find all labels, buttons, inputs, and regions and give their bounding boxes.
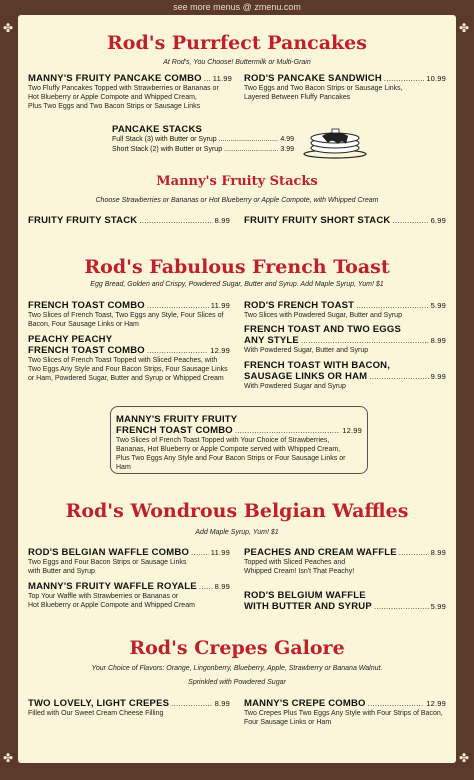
item-price: 4.99 [280, 136, 294, 143]
item-price: 10.99 [426, 74, 446, 83]
item-desc: Top Your Waffle with Strawberries or Bananas or [28, 593, 179, 600]
item-desc: or Ham, Powdered Sugar, Butter and Syrup or Whipped Cream [28, 375, 224, 382]
menu-item [244, 73, 446, 102]
item-desc: Two Eggs and Two Bacon Strips or Sausage Links, [244, 85, 403, 92]
waffles-subtitle: Add Maple Syrup, Yum! $1 [195, 529, 279, 536]
item-name: SAUSAGE LINKS OR HAM [244, 371, 368, 382]
crepes-subtitle-2: Sprinkled with Powdered Sugar [188, 679, 286, 686]
item-price: 12.99 [426, 699, 446, 708]
source-banner: see more menus @ zmenu.com [173, 2, 301, 12]
item-price: 6.99 [430, 216, 446, 225]
item-option: Short Stack (2) with Butter or Syrup [112, 146, 223, 153]
item-desc: Whipped Cream! Isn't That Peachy! [244, 568, 355, 575]
item-desc: Bananas, Hot Blueberry or Apple Compote served with Whipped Cream, [116, 446, 341, 453]
corner-ornament-icon: ✤ [3, 21, 14, 35]
item-name: FRUITY FRUITY STACK [28, 215, 138, 226]
item-name: MANNY'S FRUITY PANCAKE COMBO [28, 73, 202, 84]
item-desc: Two Crepes Plus Two Eggs Any Style with Four Strips of Bacon, [244, 710, 443, 717]
item-desc: Filled with Our Sweet Cream Cheese Filling [28, 710, 164, 717]
item-name: ROD'S PANCAKE SANDWICH [244, 73, 382, 84]
item-desc: with Butter and Syrup [28, 568, 95, 575]
item-desc: Hot Blueberry or Apple Compote and Whipped Cream, [28, 94, 197, 101]
item-name: WITH BUTTER AND SYRUP [244, 601, 372, 612]
menu-item [244, 360, 446, 391]
crepes-subtitle: Your Choice of Flavors: Orange, Lingonberry, Blueberry, Apple, Strawberry or Banana Walnut. [91, 665, 383, 672]
menu-item [116, 414, 362, 472]
menu-item [244, 300, 446, 320]
menu-item [28, 334, 230, 383]
item-name: ANY STYLE [244, 335, 299, 346]
menu-item [244, 215, 446, 226]
item-price: 3.99 [280, 146, 294, 153]
item-price: 5.99 [430, 602, 446, 611]
item-price: 5.99 [430, 301, 446, 310]
item-desc: Topped with Sliced Peaches and [244, 559, 346, 566]
item-name: FRUITY FRUITY SHORT STACK [244, 215, 391, 226]
item-price: 11.99 [210, 548, 230, 557]
item-price: 9.99 [430, 372, 446, 381]
toast-title: Rod's Fabulous French Toast [84, 256, 390, 278]
fruity-subtitle: Choose Strawberries or Bananas or Hot Blueberry or Apple Compote, with Whipped Cream [95, 197, 379, 204]
item-name: MANNY'S FRUITY FRUITY [116, 414, 238, 425]
menu-item [28, 581, 230, 610]
item-name: FRENCH TOAST AND TWO EGGS [244, 324, 401, 335]
toast-subtitle: Egg Bread, Golden and Crispy, Powdered Sugar, Butter and Syrup. Add Maple Syrup, Yum! $1 [90, 281, 384, 288]
item-desc: With Powdered Sugar and Syrup [244, 383, 346, 390]
item-desc: Plus Two Eggs and Two Bacon Strips or Sausage Links [28, 103, 201, 110]
item-desc: Two Fluffy Pancakes Topped with Strawberries or Bananas or [28, 85, 219, 92]
item-name: FRENCH TOAST COMBO [116, 425, 233, 436]
menu-item [28, 73, 232, 111]
menu-item [244, 324, 446, 355]
item-price: 12.99 [342, 426, 362, 435]
menu-item [28, 300, 230, 329]
pancakes-title: Rod's Purrfect Pancakes [107, 32, 367, 54]
item-desc: Bacon, Four Sausage Links or Ham [28, 321, 139, 328]
pancake-stack-icon [302, 124, 368, 160]
item-desc: Layered Between Fluffy Pancakes [244, 94, 351, 101]
item-desc: With Powdered Sugar, Butter and Syrup [244, 347, 369, 354]
item-price: 8.99 [214, 582, 230, 591]
crepes-title: Rod's Crepes Galore [129, 637, 345, 659]
item-name: PEACHY PEACHY [28, 334, 113, 345]
item-price: 8.99 [430, 336, 446, 345]
pancakes-subtitle: At Rod's, You Choose! Buttermilk or Multi-Grain [163, 59, 311, 66]
item-name: FRENCH TOAST COMBO [28, 345, 145, 356]
menu-item [28, 215, 230, 226]
item-desc: Hot Blueberry or Apple Compote and Whipped Cream [28, 602, 195, 609]
corner-ornament-icon: ✤ [459, 21, 470, 35]
item-name: ROD'S BELGIAN WAFFLE COMBO [28, 547, 190, 558]
item-name: ROD'S BELGIUM WAFFLE [244, 590, 366, 601]
item-name: FRENCH TOAST WITH BACON, [244, 360, 391, 371]
item-name: TWO LOVELY, LIGHT CREPES [28, 698, 170, 709]
menu-item [244, 698, 446, 727]
item-name: ROD'S FRENCH TOAST [244, 300, 355, 311]
item-name: MANNY'S CREPE COMBO [244, 698, 366, 709]
item-desc: Two Eggs and Four Bacon Strips or Sausage Links [28, 559, 187, 566]
item-desc: Two Eggs Any Style and Four Bacon Strips, Four Sausage Links [28, 366, 228, 373]
item-option: Full Stack (3) with Butter or Syrup [112, 136, 217, 143]
item-name: MANNY'S FRUITY WAFFLE ROYALE [28, 581, 197, 592]
item-name: PANCAKE STACKS [112, 124, 203, 135]
item-desc: Two Slices of French Toast Topped with Your Choice of Strawberries, [116, 437, 330, 444]
corner-ornament-icon: ✤ [459, 751, 470, 765]
menu-item [28, 698, 230, 718]
waffles-title: Rod's Wondrous Belgian Waffles [65, 500, 409, 522]
corner-ornament-icon: ✤ [3, 751, 14, 765]
menu-item [112, 124, 294, 155]
item-name: FRENCH TOAST COMBO [28, 300, 145, 311]
item-price: 8.99 [214, 216, 230, 225]
item-price: 12.99 [210, 346, 230, 355]
item-price: 11.99 [210, 301, 230, 310]
item-desc: Two Slices of French Toast, Two Eggs any Style, Four Slices of [28, 312, 224, 319]
item-price: 11.99 [212, 74, 232, 83]
item-desc: Two Slices with Powdered Sugar, Butter and Syrup [244, 312, 402, 319]
item-name: PEACHES AND CREAM WAFFLE [244, 547, 397, 558]
item-desc: Four Sausage Links or Ham [244, 719, 332, 726]
item-price: 8.99 [214, 699, 230, 708]
menu-item [28, 547, 230, 576]
item-desc: Two Slices of French Toast Topped with Sliced Peaches, with [28, 357, 218, 364]
menu-item [244, 590, 446, 612]
item-price: 8.99 [430, 548, 446, 557]
item-desc: Plus Two Eggs Any Style and Four Bacon Strips or Four Sausage Links or Ham [116, 455, 346, 471]
fruity-title: Manny's Fruity Stacks [156, 174, 318, 189]
menu-item [244, 547, 446, 576]
